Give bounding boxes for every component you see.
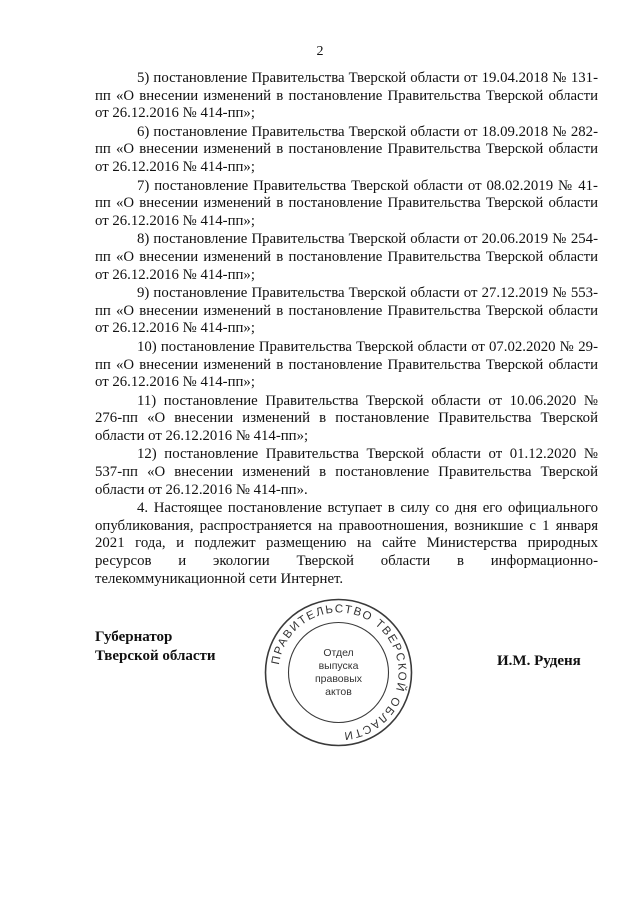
list-item-9: 9) постановление Правительства Тверской области от 27.12.2019 № 553-пп «О внесении изменений в постановление Правительства Тверской области от 26.12.2016 № 414-пп»; xyxy=(95,285,598,337)
list-item-12: 12) постановление Правительства Тверской области от 01.12.2020 № 537-пп «О внесении изменений в постановление Правительства Тверской области от 26.12.2016 № 414-пп». xyxy=(95,446,598,498)
official-stamp xyxy=(261,595,416,750)
clause-4: 4. Настоящее постановление вступает в силу со дня его официального опубликования, распространяется на правоотношения, возникшие с 1 января 2021 года, и подлежит размещению на сайте Министерства природных ресурсов и экологии Тверской области в информационно-телекоммуникационной сети Интернет. xyxy=(95,500,598,587)
list-item-7: 7) постановление Правительства Тверской области от 08.02.2019 № 41-пп «О внесении изменений в постановление Правительства Тверской области от 26.12.2016 № 414-пп»; xyxy=(95,177,598,229)
stamp-ring-text: ПРАВИТЕЛЬСТВО ТВЕРСКОЙ ОБЛАСТИ xyxy=(269,603,408,742)
list-item-8: 8) постановление Правительства Тверской области от 20.06.2019 № 254-пп «О внесении изменений в постановление Правительства Тверской области от 26.12.2016 № 414-пп»; xyxy=(95,231,598,283)
stamp-center xyxy=(261,595,416,750)
stamp-line-4: актов xyxy=(325,685,352,698)
stamp-line-3: правовых xyxy=(314,672,363,685)
signatory-title xyxy=(95,628,216,666)
list-item-6: 6) постановление Правительства Тверской области от 18.09.2018 № 282-пп «О внесении изменений в постановление Правительства Тверской области от 26.12.2016 № 414-пп»; xyxy=(95,123,598,175)
signatory-name: И.М. Руденя xyxy=(497,653,581,669)
page-number: 2 xyxy=(316,44,324,59)
signatory-title-line1: Губернатор xyxy=(95,629,173,645)
list-item-5: 5) постановление Правительства Тверской области от 19.04.2018 № 131-пп «О внесении изменений в постановление Правительства Тверской области от 26.12.2016 № 414-пп»; xyxy=(95,70,598,122)
signatory-title-line2: Тверской области xyxy=(95,648,216,664)
list-item-11: 11) постановление Правительства Тверской области от 10.06.2020 № 276-пп «О внесении изменений в постановление Правительства Тверской области от 26.12.2016 № 414-пп»; xyxy=(95,392,598,444)
stamp-line-1: Отдел xyxy=(323,646,354,659)
stamp-line-2: выпуска xyxy=(318,659,359,672)
document-body xyxy=(95,70,598,589)
list-item-10: 10) постановление Правительства Тверской области от 07.02.2020 № 29-пп «О внесении изменений в постановление Правительства Тверской области от 26.12.2016 № 414-пп»; xyxy=(95,338,598,391)
